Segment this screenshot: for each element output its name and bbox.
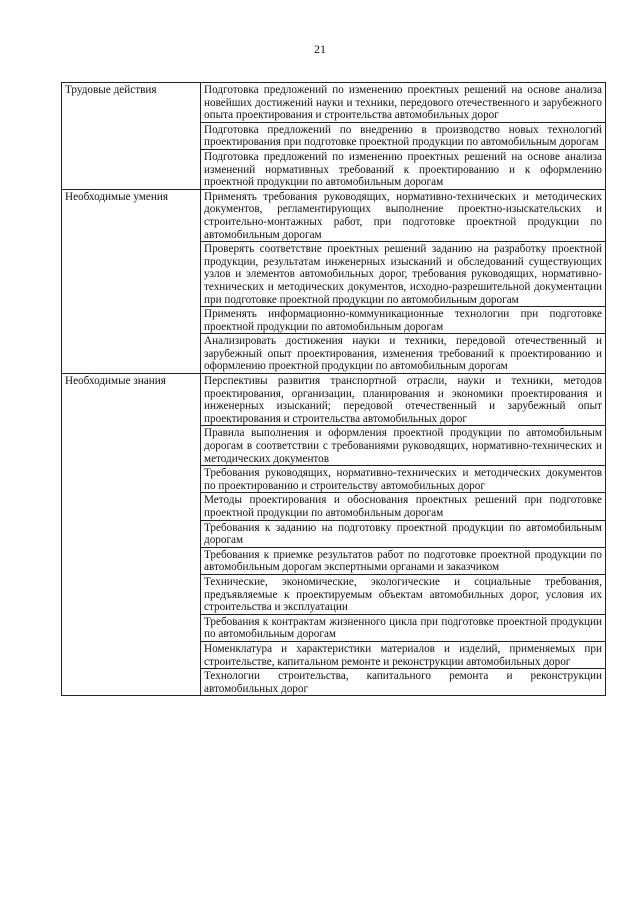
cell-text: Требования к заданию на подготовку проектной продукции по автомобильным дорогам bbox=[204, 521, 602, 547]
table-cell bbox=[201, 520, 606, 547]
cell-text: Технические, экономические, экологические и социальные требования, предъявляемые к проектируемым объектам автомобильных дорог, условия их строительства и эксплуатации bbox=[204, 575, 602, 614]
table-cell bbox=[201, 122, 606, 149]
row-label-required-knowledge: Необходимые знания bbox=[62, 374, 201, 696]
cell-text: Требования руководящих, нормативно-технических и методических документов по проектированию и строительству автомобильных дорог bbox=[204, 467, 602, 492]
cell-text: Методы проектирования и обоснования проектных решений при подготовке проектной продукции по автомобильным дорогам bbox=[204, 494, 602, 519]
cell-text: Анализировать достижения науки и техники, передовой отечественный и зарубежный опыт проектирования, изменения требований к проектированию и оформлению проектной продукции по автомобильным дорогам bbox=[204, 335, 602, 373]
requirements-table bbox=[61, 82, 606, 696]
cell-text: Технологии строительства, капитального ремонта и реконструкции автомобильных дорог bbox=[204, 670, 602, 695]
table-cell bbox=[201, 83, 606, 123]
cell-text: Подготовка предложений по изменению проектных решений на основе анализа новейших достижений науки и техники, передового отечественного и зарубежного опыта проектирования и строительства автомобильных дорог bbox=[204, 84, 602, 122]
cell-text: Требования к приемке результатов работ по подготовке проектной продукции по автомобильным дорогам экспертными органами и заказчиком bbox=[204, 548, 602, 574]
table-row bbox=[62, 83, 606, 123]
page-number: 21 bbox=[314, 42, 326, 56]
row-label-required-skills: Необходимые умения bbox=[62, 189, 201, 373]
cell-text: Применять требования руководящих, нормативно-технических и методических документов, регламентирующих выполнение проектно-изыскательских и строительно-монтажных работ, при подготовке проектной продукции по автомобильным дорогам bbox=[204, 190, 602, 241]
table-cell bbox=[201, 334, 606, 374]
table-cell bbox=[201, 426, 606, 466]
table-cell bbox=[201, 547, 606, 574]
cell-text: Перспективы развития транспортной отрасли, науки и техники, методов проектирования, организации, планирования и экономики проектирования и инженерных изысканий; передовой отечественный и зарубежный опыт проектирования и строительства автомобильных дорог bbox=[204, 375, 602, 425]
table-cell bbox=[201, 466, 606, 493]
table-cell bbox=[201, 149, 606, 189]
cell-text: Подготовка предложений по внедрению в производство новых технологий проектирования при подготовке проектной продукции по автомобильным дорогам bbox=[204, 123, 602, 149]
cell-text: Правила выполнения и оформления проектной продукции по автомобильным дорогам в соответствии с требованиями руководящих, нормативно-технических и методических документов bbox=[204, 427, 602, 465]
table-cell bbox=[201, 189, 606, 241]
table-cell bbox=[201, 669, 606, 696]
table-cell bbox=[201, 374, 606, 426]
table-cell bbox=[201, 614, 606, 641]
cell-text: Подготовка предложений по изменению проектных решений на основе анализа изменений нормативных требований к проектированию и к оформлению проектной продукции по автомобильным дорогам bbox=[204, 150, 602, 189]
table-cell bbox=[201, 574, 606, 614]
cell-text: Проверять соответствие проектных решений заданию на разработку проектной продукции, результатам инженерных изысканий и обследований существующих узлов и элементов автомобильных дорог, требования руководящих, нормативно-технических и методических документов, исходно-разрешительной документации при подготовке проектной продукции по автомобильным дорогам bbox=[204, 243, 602, 306]
table-cell bbox=[201, 307, 606, 334]
table-cell bbox=[201, 493, 606, 520]
cell-text: Номенклатура и характеристики материалов и изделий, применяемых при строительстве, капитальном ремонте и реконструкции автомобильных дорог bbox=[204, 642, 602, 668]
cell-text: Применять информационно-коммуникационные технологии при подготовке проектной продукции по автомобильным дорогам bbox=[204, 308, 602, 333]
table-row bbox=[62, 374, 606, 426]
cell-text: Требования к контрактам жизненного цикла при подготовке проектной продукции по автомобильным дорогам bbox=[204, 615, 602, 641]
table-row bbox=[62, 189, 606, 241]
row-label-labor-actions: Трудовые действия bbox=[62, 83, 201, 190]
table-cell bbox=[201, 242, 606, 307]
table-cell bbox=[201, 641, 606, 668]
